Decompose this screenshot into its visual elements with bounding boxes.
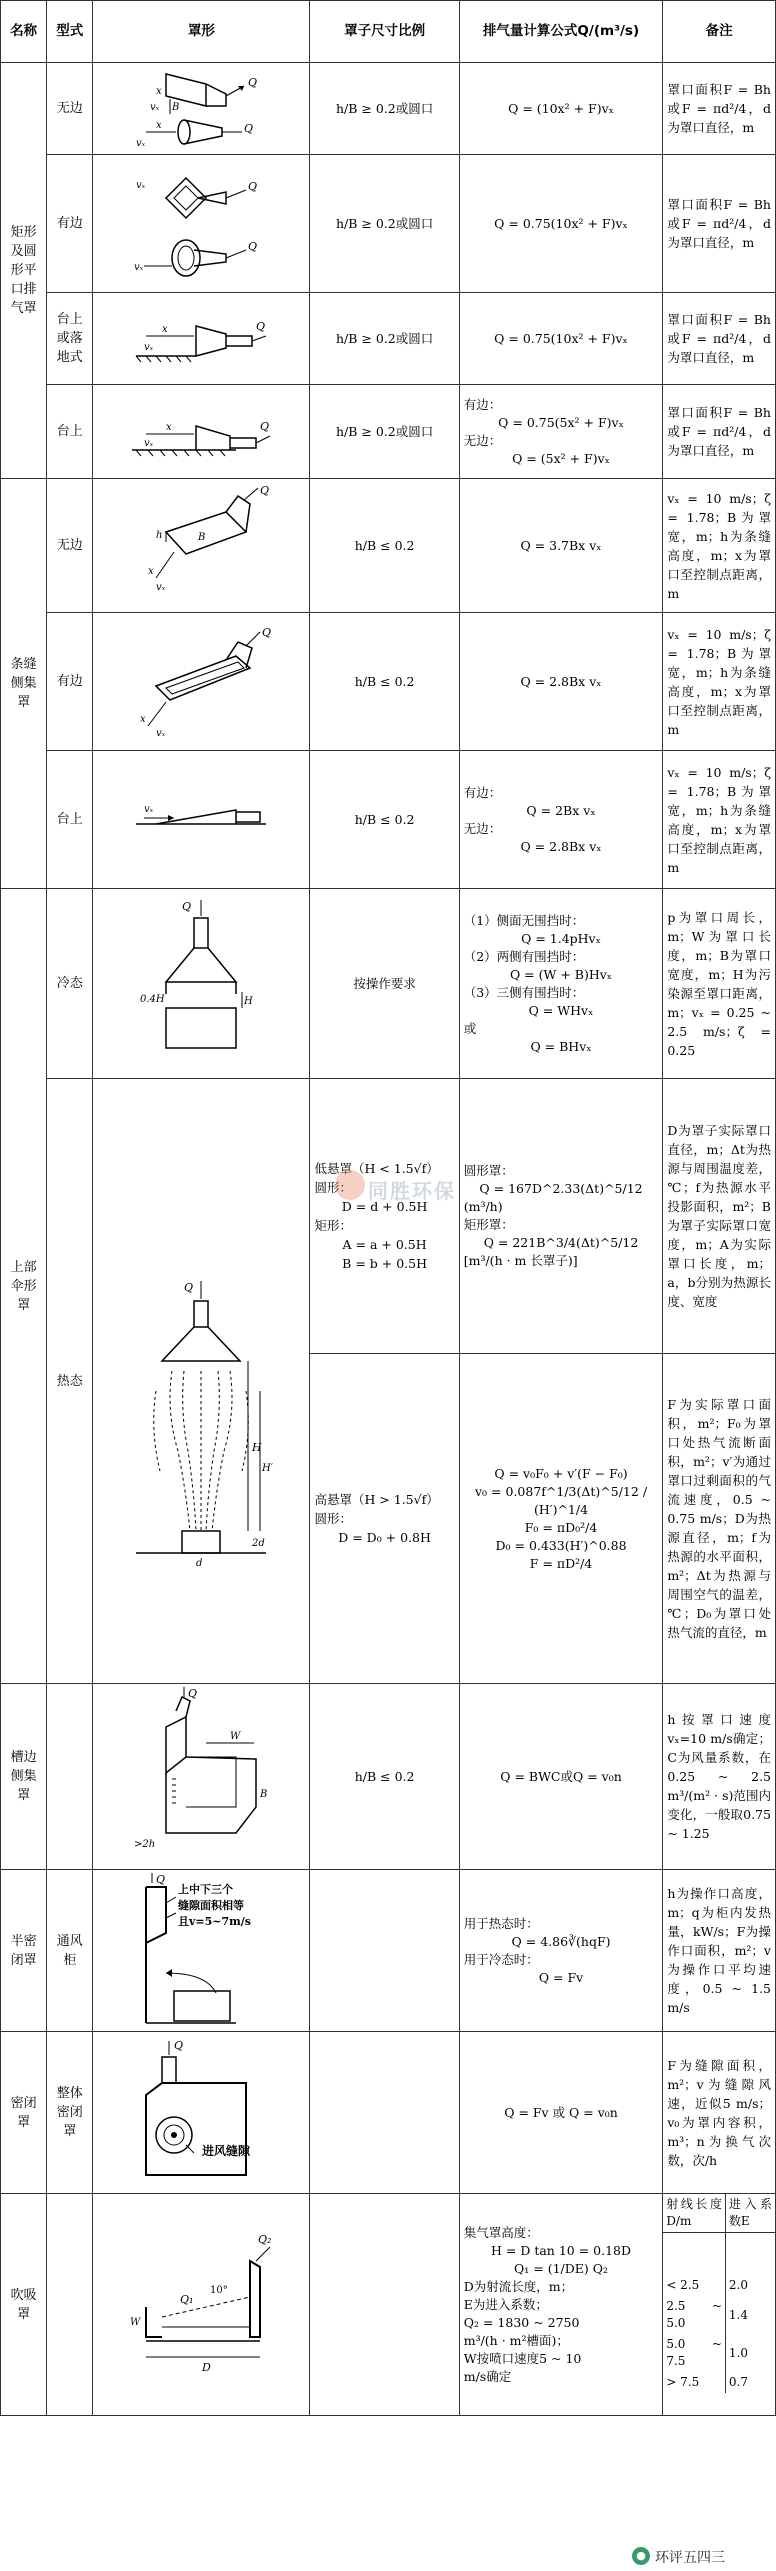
row-ratio [310, 1870, 459, 2032]
svg-text:Q: Q [248, 179, 258, 193]
sub-cell: 2.0 [725, 2275, 775, 2296]
svg-text:vₓ: vₓ [144, 803, 154, 815]
header-hood: 罩形 [93, 1, 310, 63]
hood-diagram-icon [126, 2197, 276, 2413]
row-type [47, 1684, 93, 1870]
hood-figure [93, 1870, 310, 2032]
table-row [1, 889, 776, 1079]
hood-figure [93, 889, 310, 1079]
hood-figure [93, 2032, 310, 2194]
hood-diagram-icon [126, 66, 276, 152]
header-formula: 排气量计算公式Q/(m³/s) [459, 1, 663, 63]
row-formula: （1）侧面无围挡时： Q = 1.4pHvₓ （2）两侧有围挡时： Q = (W + B)Hvₓ （3）三侧有围挡时： Q = WHvₓ 或 Q = BHvₓ [459, 889, 663, 1079]
row-type: 通风柜 [47, 1870, 93, 2032]
row-ratio: h/B ≥ 0.2或圆口 [310, 293, 459, 385]
table-header [1, 1, 776, 63]
row-ratio: h/B ≥ 0.2或圆口 [310, 385, 459, 479]
row-formula: 用于热态时： Q = 4.86∛(hqF) 用于冷态时： Q = Fv [459, 1870, 663, 2032]
hood-figure [93, 751, 310, 889]
row-ratio: h/B ≤ 0.2 [310, 479, 459, 613]
row-formula: Q = Fv 或 Q = v₀n [459, 2032, 663, 2194]
row-note: F为缝隙面积，m²；v为缝隙风速，近似5 m/s；v₀为罩内容积，m³；n为换气次数，次/h [663, 2032, 776, 2194]
hood-figure [93, 479, 310, 613]
svg-text:x: x [140, 713, 146, 725]
header-note: 备注 [663, 1, 776, 63]
table-row [1, 613, 776, 751]
watermark-text: 同胜环保 [368, 1179, 456, 1203]
wechat-brand-icon: ● [632, 2547, 650, 2565]
row-formula: Q = 2.8Bx vₓ [459, 613, 663, 751]
svg-text:B: B [260, 1788, 268, 1800]
row-note: D为罩子实际罩口直径，m；Δt为热源与周围温度差，℃；f为热源水平投影面积，m²；B为罩子实际罩口宽度，m；A为实际罩口长度，m；a，b分别为热源长度、宽度 [663, 1079, 776, 1354]
row-type: 冷态 [47, 889, 93, 1079]
sub-cell: < 2.5 [666, 2278, 700, 2292]
row-note: F为实际罩口面积，m²；F₀为罩口处热气流断面积，m²；v′为通过罩口过剩面积的气流速度，0.5 ~ 0.75 m/s；D为热源直径，m；f为热源的水平面积，m²；Δt为热源与周围空气的温差，℃；D₀为罩口处热气流的直径，m [663, 1354, 776, 1684]
hood-diagram-icon [126, 388, 276, 476]
svg-text:W: W [230, 1730, 241, 1742]
row-formula: Q = 0.75(10x² + F)vₓ [459, 293, 663, 385]
row-ratio: 高悬罩（H > 1.5√f） 圆形： D = D₀ + 0.8H [310, 1354, 459, 1684]
svg-text:vₓ: vₓ [136, 179, 146, 191]
svg-text:Q: Q [188, 1686, 198, 1700]
row-formula: 有边： Q = 2Bx vₓ 无边： Q = 2.8Bx vₓ [459, 751, 663, 889]
hood-diagram-icon [126, 616, 276, 748]
table-row [1, 1079, 776, 1354]
row-note: p为罩口周长，m；W为罩口长度，m；B为罩口宽度，m；H为污染源至罩口距离，m；vₓ = 0.25 ~ 2.5 m/s；ζ = 0.25 [663, 889, 776, 1079]
footer-brand: 环评五四三 [652, 2546, 728, 2568]
row-formula: 集气罩高度： H = D tan 10 = 0.18D Q₁ = (1/DE) Q₂ D为射流长度，m； E为进入系数； Q₂ = 1830 ~ 2750 m³/(h · m²槽面)； W按喷口速度5 ~ 10 m/s确定 [459, 2194, 663, 2416]
header-ratio: 罩子尺寸比例 [310, 1, 459, 63]
row-type: 台上 [47, 751, 93, 889]
row-formula: Q = 0.75(10x² + F)vₓ [459, 155, 663, 293]
svg-text:H: H [244, 995, 254, 1007]
hood-figure [93, 293, 310, 385]
row-type: 热态 [47, 1079, 93, 1684]
svg-text:h: h [156, 529, 163, 541]
row-formula: Q = 3.7Bx vₓ [459, 479, 663, 613]
row-type: 台上 [47, 385, 93, 479]
row-ratio: h/B ≥ 0.2或圆口 [310, 155, 459, 293]
table-row [1, 751, 776, 889]
svg-text:Q: Q [182, 899, 192, 913]
svg-text:vₓ: vₓ [150, 101, 160, 113]
svg-text:Q₁: Q₁ [180, 2292, 194, 2306]
svg-text:vₓ: vₓ [136, 137, 146, 149]
svg-text:Q: Q [244, 121, 254, 135]
row-note: 罩口面积F = Bh或F = πd²/4，d为罩口直径，m [663, 63, 776, 155]
row-formula: 圆形罩： Q = 167D^2.33(Δt)^5/12 (m³/h) 矩形罩： Q = 221B^3/4(Δt)^5/12 [m³/(h · m 长罩子)] [459, 1079, 663, 1354]
row-note: vₓ = 10 m/s；ζ = 1.78；B为罩宽，m；h为条缝高度，m；x为罩口至控制点距离，m [663, 613, 776, 751]
svg-text:W: W [130, 2316, 141, 2328]
row-note: h为操作口高度，m；q为柜内发热量，kW/s；F为操作口面积，m²；v为操作口平均速度，0.5 ~ 1.5 m/s [663, 1870, 776, 2032]
table-row [1, 63, 776, 155]
sub-cell: 0.7 [725, 2372, 775, 2393]
header-type: 型式 [47, 1, 93, 63]
svg-text:x: x [148, 565, 154, 577]
svg-text:缝隙面积相等: 缝隙面积相等 [178, 1898, 245, 1912]
row-ratio: h/B ≥ 0.2或圆口 [310, 63, 459, 155]
table-row [1, 1684, 776, 1870]
svg-text:D: D [202, 2360, 212, 2374]
svg-text:H′: H′ [262, 1463, 274, 1474]
hood-diagram-icon [126, 754, 276, 886]
hood-diagram-icon [126, 1873, 276, 2029]
sub-cell: 1.0 [725, 2334, 775, 2372]
svg-text:B: B [198, 531, 206, 543]
row-note: vₓ = 10 m/s；ζ = 1.78；B为罩宽，m；h为条缝高度，m；x为罩口至控制点距离，m [663, 479, 776, 613]
svg-text:x: x [166, 421, 172, 433]
row-ratio [310, 2194, 459, 2416]
svg-text:vₓ: vₓ [134, 261, 144, 273]
svg-text:>2h: >2h [134, 1838, 156, 1850]
svg-text:x: x [162, 323, 168, 335]
svg-text:Q: Q [262, 625, 272, 639]
svg-text:vₓ: vₓ [144, 437, 154, 449]
hood-figure [93, 63, 310, 155]
group-semi: 半密闭罩 [1, 1870, 47, 2032]
svg-text:B: B [172, 101, 180, 113]
hood-diagram-icon [126, 1091, 276, 1671]
entry-coefficient-table [663, 2194, 775, 2393]
row-ratio: 按操作要求 [310, 889, 459, 1079]
hood-diagram-icon [126, 892, 276, 1076]
row-type: 无边 [47, 63, 93, 155]
row-note: h按罩口速度vₓ=10 m/s确定；C为风量系数，在0.25 ~ 2.5 m³/(m² · s)范围内变化，一般取0.75 ~ 1.25 [663, 1684, 776, 1870]
hood-diagram-icon [126, 296, 276, 382]
row-note: 罩口面积F = Bh或F = πd²/4，d为罩口直径，m [663, 155, 776, 293]
sub-cell: 5.0 ~ 7.5 [666, 2337, 722, 2368]
table-row [1, 2194, 776, 2416]
hood-figure [93, 1684, 310, 1870]
svg-text:Q: Q [248, 239, 258, 253]
svg-text:Q: Q [156, 1872, 166, 1886]
table-row [1, 2032, 776, 2194]
row-ratio: h/B ≤ 0.2 [310, 613, 459, 751]
row-type: 有边 [47, 155, 93, 293]
table-row [1, 155, 776, 293]
row-ratio: h/B ≤ 0.2 [310, 1684, 459, 1870]
row-note: vₓ = 10 m/s；ζ = 1.78；B为罩宽，m；h为条缝高度，m；x为罩口至控制点距离，m [663, 751, 776, 889]
svg-text:d: d [196, 1558, 203, 1569]
group-trough: 槽边侧集罩 [1, 1684, 47, 1870]
header-name: 名称 [1, 1, 47, 63]
svg-text:vₓ: vₓ [156, 581, 166, 593]
hood-figure [93, 613, 310, 751]
hood-figure [93, 1079, 310, 1684]
row-type: 无边 [47, 479, 93, 613]
svg-text:vₓ: vₓ [156, 727, 166, 739]
sub-cell: 2.5 ~ 5.0 [666, 2299, 722, 2330]
svg-text:Q: Q [260, 419, 270, 433]
row-type: 整体密闭罩 [47, 2032, 93, 2194]
svg-text:x: x [156, 85, 162, 97]
table-row [1, 479, 776, 613]
sub-header-length: 射线长度D/m [666, 2197, 722, 2228]
hood-diagram-icon [126, 158, 276, 290]
row-formula: Q = v₀F₀ + v′(F − F₀) v₀ = 0.087f^1/3(Δt)^5/12 / (H′)^1/4 F₀ = πD₀²/4 D₀ = 0.433(H′)^0.88 F = πD²/4 [459, 1354, 663, 1684]
hood-diagram-icon [126, 1687, 276, 1867]
row-formula: Q = BWC或Q = v₀n [459, 1684, 663, 1870]
sub-cell: > 7.5 [666, 2375, 700, 2389]
svg-text:上中下三个: 上中下三个 [178, 1882, 234, 1896]
table-row [1, 385, 776, 479]
row-type [47, 2194, 93, 2416]
group-rect: 矩形及圆形平口排气罩 [1, 63, 47, 479]
group-umbrella: 上部伞形罩 [1, 889, 47, 1684]
row-formula: Q = (10x² + F)vₓ [459, 63, 663, 155]
svg-text:2d: 2d [252, 1538, 266, 1549]
row-type: 台上或落地式 [47, 293, 93, 385]
svg-text:x: x [156, 119, 162, 131]
hood-figure [93, 385, 310, 479]
group-slot: 条缝侧集罩 [1, 479, 47, 889]
hood-figure [93, 155, 310, 293]
row-note: 罩口面积F = Bh或F = πd²/4，d为罩口直径，m [663, 385, 776, 479]
svg-text:10°: 10° [210, 2284, 229, 2296]
svg-text:Q: Q [184, 1281, 194, 1294]
table-row [1, 1870, 776, 2032]
hood-diagram-icon [126, 482, 276, 610]
sub-header-coef: 进入系数E [725, 2194, 775, 2233]
hood-diagram-icon [126, 2035, 276, 2191]
row-type: 有边 [47, 613, 93, 751]
svg-text:Q: Q [174, 2038, 184, 2052]
svg-text:进风缝隙: 进风缝隙 [202, 2143, 251, 2158]
row-formula: 有边： Q = 0.75(5x² + F)vₓ 无边： Q = (5x² + F)vₓ [459, 385, 663, 479]
svg-text:H: H [252, 1441, 262, 1454]
svg-text:0.4H: 0.4H [140, 993, 165, 1005]
svg-text:Q₂: Q₂ [258, 2232, 272, 2246]
q-label: Q [248, 75, 258, 89]
row-note [663, 2194, 776, 2416]
row-ratio: 低悬罩（H < 1.5√f） 圆形： D = d + 0.5H 矩形： A = a + 0.5H B = b + 0.5H [310, 1079, 459, 1354]
group-closed: 密闭罩 [1, 2032, 47, 2194]
row-ratio [310, 2032, 459, 2194]
svg-text:Q: Q [260, 483, 270, 497]
group-blow: 吹吸罩 [1, 2194, 47, 2416]
svg-text:Q: Q [256, 319, 266, 333]
sub-cell: 1.4 [725, 2296, 775, 2334]
hood-figure [93, 2194, 310, 2416]
watermark-logo-icon [335, 1170, 365, 1200]
table-row [1, 293, 776, 385]
row-ratio: h/B ≤ 0.2 [310, 751, 459, 889]
svg-text:且v=5~7m/s: 且v=5~7m/s [178, 1914, 252, 1928]
row-note: 罩口面积F = Bh或F = πd²/4，d为罩口直径，m [663, 293, 776, 385]
svg-text:vₓ: vₓ [144, 341, 154, 353]
